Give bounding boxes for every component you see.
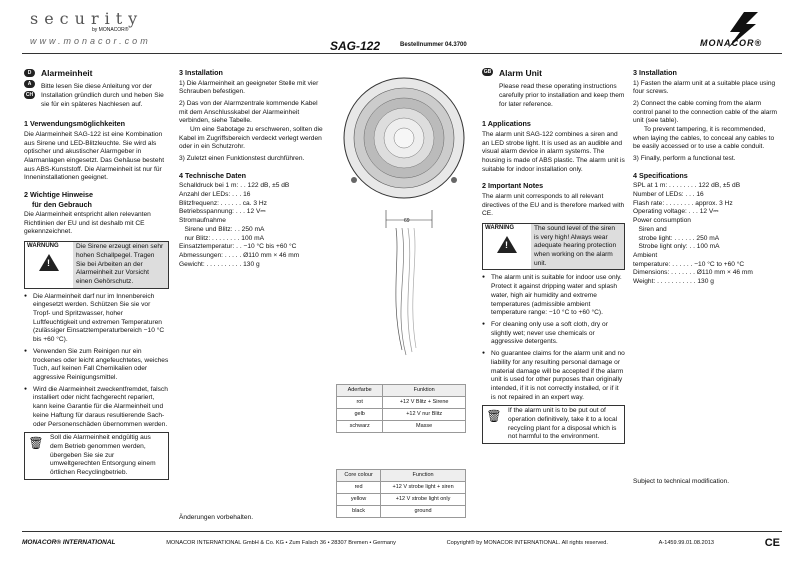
wiring-table-de (336, 384, 466, 433)
spec-line: nur Blitz: . . . . . . . . 100 mA (179, 234, 265, 242)
spec-line: Stromaufnahme (179, 217, 226, 225)
de-step-2: 2) Das von der Alarmzentrale kommende Kabel mit dem Anschlusskabel der Alarmeinheit verbinden, siehe Tabelle. Um eine Sabotage zu erschweren, sollten die Kabel im Zugriffsbereich verdeckt verlegt werden oder in ein Schutzrohr. (179, 99, 323, 151)
de-s4-title: 4 Technische Daten (179, 170, 246, 180)
spec-line: Abmessungen: . . . . . Ø110 mm × 46 mm (179, 251, 300, 259)
ce-mark: CE (764, 537, 780, 549)
footer-docnum: A-1459.99.01.08.2013 (658, 539, 714, 546)
dimension-label: 69 (404, 218, 410, 224)
de-column-2 (179, 68, 324, 269)
series-by: by MONACOR® (92, 27, 129, 33)
series-logo: security (30, 9, 144, 28)
website-url[interactable]: www.monacor.com (30, 36, 151, 46)
table-header: Funktion (383, 385, 466, 397)
header-divider (22, 53, 782, 54)
en-column-1 (482, 68, 625, 444)
list-item: ● No guarantee claims for the alarm unit and no liability for any resulting personal damage or material damage will be accepted if the alarm unit is used for other purposes than originally intended, if it is not correctly installed, or if it is not repaired in an expert way. (482, 350, 625, 402)
de-s3-title: 3 Installation (179, 68, 223, 77)
model-number: SAG-122 (330, 39, 381, 53)
spec-line: Ambient (633, 251, 658, 259)
de-title: Alarmeinheit (41, 68, 93, 78)
spec-line: Betriebsspannung: . . . 12 V⎓ (179, 208, 266, 216)
en-s2-title: 2 Important Notes (482, 181, 544, 191)
table-header: Core colour (337, 470, 381, 482)
en-disposal-box (482, 405, 625, 444)
spec-line: Strobe light only: . . 100 mA (633, 243, 720, 251)
warning-triangle-icon (39, 254, 59, 271)
list-item: ● Verwenden Sie zum Reinigen nur ein trockenes oder leicht angefeuchtetes, weiches Tuch, auf keinen Fall Chemikalien oder aggressive Reinigungsmittel. (24, 348, 169, 383)
de-warning-text: Die Sirene erzeugt einen sehr hohen Schallpegel. Tragen Sie bei Arbeiten an der Alarmeinheit zur Vorsicht einen Gehörschutz. (73, 242, 168, 288)
lang-badge-d: D (24, 69, 35, 77)
spec-line: Sirene und Blitz: . . 250 mA (179, 225, 265, 233)
spec-line: Number of LEDs: . . . 16 (633, 191, 704, 199)
en-column-2 (633, 68, 778, 287)
de-s2-title: 2 Wichtige Hinweise für den Gebrauch (24, 190, 94, 209)
list-item: ● Die Alarmeinheit darf nur im Innenbereich eingesetzt werden. Schützen Sie sie vor Tropf- und Spritzwasser, hoher Luftfeuchtigkeit und extremen Temperaturen (zulässiger Einsatztemperaturbereich −10 °C bis +60 °C). (24, 293, 169, 345)
table-row: schwarz Masse (337, 421, 466, 433)
crossed-bin-icon: 🗑 (28, 436, 44, 451)
footer-divider (22, 531, 782, 532)
de-warning-label: WARNUNG (27, 243, 59, 250)
lang-badge-ch: CH (25, 92, 34, 98)
crossed-bin-icon: 🗑 (486, 409, 502, 424)
de-intro: Bitte lesen Sie diese Anleitung vor der Installation gründlich durch und heben Sie sie für ein späteres Nachlesen auf. (41, 83, 164, 108)
en-disposal-text: If the alarm unit is to be put out of operation definitively, take it to a local recycling plant for a disposal which is not harmful to the environment. (508, 407, 618, 441)
de-s1-text: Die Alarmeinheit SAG-122 ist eine Kombination aus Sirene und LED-Blitzleuchte. Sie wird als optischer und akustischer Alarmgeber in Alarmanlagen eingesetzt. Das Gehäuse besteht aus ABS-Kunststoff. Die Alarmeinheit ist nur für Inneninstallationen geeignet. (24, 130, 165, 182)
table-row: gelb +12 V nur Blitz (337, 409, 466, 421)
list-item: ● Wird die Alarmeinheit zweckentfremdet, falsch installiert oder nicht fachgerecht repariert, kann keine Garantie für die Alarmeinheit und keine Haftung für daraus resultierende Sach- oder Personenschäden übernommen werden. (24, 386, 169, 430)
spec-line: Einsatztemperatur: . . −10 °C bis +60 °C (179, 243, 297, 251)
de-disposal-text: Soll die Alarmeinheit endgültig aus dem Betrieb genommen werden, übergeben Sie sie zur umweltgerechten Entsorgung einem örtlichen Recyclingbetrieb. (50, 434, 156, 477)
brand-name: MONACOR® (700, 38, 763, 48)
list-item: ● For cleaning only use a soft cloth, dry or slightly wet; never use chemicals or aggressive detergents. (482, 321, 625, 347)
en-title: Alarm Unit (499, 68, 542, 78)
table-header: Function (381, 470, 466, 482)
footer (22, 536, 780, 551)
en-warning-label: WARNING (485, 224, 514, 231)
part-number: Bestellnummer 04.3700 (400, 42, 467, 48)
table-row: yellow +12 V strobe light only (337, 494, 466, 506)
spec-line: Gewicht: . . . . . . . . . . 130 g (179, 260, 260, 268)
en-step-1: 1) Fasten the alarm unit at a suitable place using four screws. (633, 79, 778, 96)
spec-line: Anzahl der LEDs: . . . 16 (179, 191, 251, 199)
table-row: black ground (337, 506, 466, 518)
de-column-1 (24, 68, 169, 480)
spec-line: Blitzfrequenz: . . . . . . ca. 3 Hz (179, 199, 267, 207)
en-warning-text: The sound level of the siren is very high! Always wear adequate hearing protection when working on the alarm unit. (531, 224, 624, 270)
lang-badge-a: A (24, 80, 35, 88)
en-step-3: 3) Finally, perform a functional test. (633, 155, 736, 163)
en-s4-title: 4 Specifications (633, 170, 688, 180)
de-step-1: 1) Die Alarmeinheit an geeigneter Stelle mit vier Schrauben befestigen. (179, 79, 321, 96)
de-warning-box (24, 241, 169, 289)
lang-badge-gb: GB (483, 69, 492, 75)
de-disposal-box (24, 432, 169, 480)
de-s2-text: Die Alarmeinheit entspricht allen relevanten Richtlinien der EU und ist deshalb mit CE gekennzeichnet. (24, 211, 151, 236)
en-s2-text: The alarm unit corresponds to all relevant directives of the EU and is therefore marked with CE. (482, 192, 625, 218)
en-s3-title: 3 Installation (633, 68, 677, 77)
de-step-3: 3) Zuletzt einen Funktionstest durchführen. (179, 155, 305, 163)
table-header: Aderfarbe (337, 385, 383, 397)
de-s1-title: 1 Verwendungsmöglichkeiten (24, 119, 126, 129)
en-footnote: Subject to technical modification. (633, 478, 730, 485)
list-item: ● The alarm unit is suitable for indoor use only. Protect it against dripping water and splash water, high air humidity and extreme temperatures (admissible ambient temperature range: −10 °C to +60 °C). (482, 274, 625, 318)
spec-line: Weight: . . . . . . . . . . . 130 g (633, 278, 714, 286)
spec-line: strobe light: . . . . . . 250 mA (633, 234, 720, 242)
product-figure (324, 60, 482, 380)
footer-address: MONACOR INTERNATIONAL GmbH & Co. KG • Zum Falsch 36 • 28307 Bremen • Germany (166, 539, 396, 546)
table-row: rot +12 V Blitz + Sirene (337, 397, 466, 409)
wiring-table-en (336, 469, 466, 518)
de-footnote: Änderungen vorbehalten. (179, 514, 254, 521)
footer-brand: MONACOR® INTERNATIONAL (22, 538, 116, 546)
warning-triangle-icon (497, 236, 517, 253)
spec-line: temperature: . . . . . . −10 °C to +60 °C (633, 260, 745, 268)
table-row: red +12 V strobe light + siren (337, 482, 466, 494)
en-step-2: 2) Connect the cable coming from the alarm control panel to the connection cable of the alarm unit (see table). To prevent tampering, it is recommended, when laying the cables, to conceal any cables to be easily accessed or to use a cable conduit. (633, 99, 778, 151)
footer-copyright: Copyright® by MONACOR INTERNATIONAL. All rights reserved. (446, 539, 608, 546)
en-warning-box (482, 223, 625, 271)
spec-line: Power consumption (633, 217, 691, 225)
spec-line: Siren and (633, 225, 667, 233)
spec-line: Dimensions: . . . . . . . Ø110 mm × 46 mm (633, 269, 753, 277)
en-s1-title: 1 Applications (482, 119, 531, 129)
spec-line: Flash rate: . . . . . . . . approx. 3 Hz (633, 199, 733, 207)
spec-line: Operating voltage: . . . 12 V⎓ (633, 208, 719, 216)
en-intro: Please read these operating instructions carefully prior to installation and keep them for later reference. (499, 83, 625, 108)
spec-line: SPL at 1 m: . . . . . . . . 122 dB, ±5 dB (633, 182, 741, 190)
spec-line: Schalldruck bei 1 m: . . 122 dB, ±5 dB (179, 182, 290, 190)
en-s1-text: The alarm unit SAG-122 combines a siren and an LED strobe light. It is used as an audible and visual alarm device in alarm systems. The housing is made of ABS plastic. The alarm unit is suitable for indoor installation only. (482, 130, 625, 173)
